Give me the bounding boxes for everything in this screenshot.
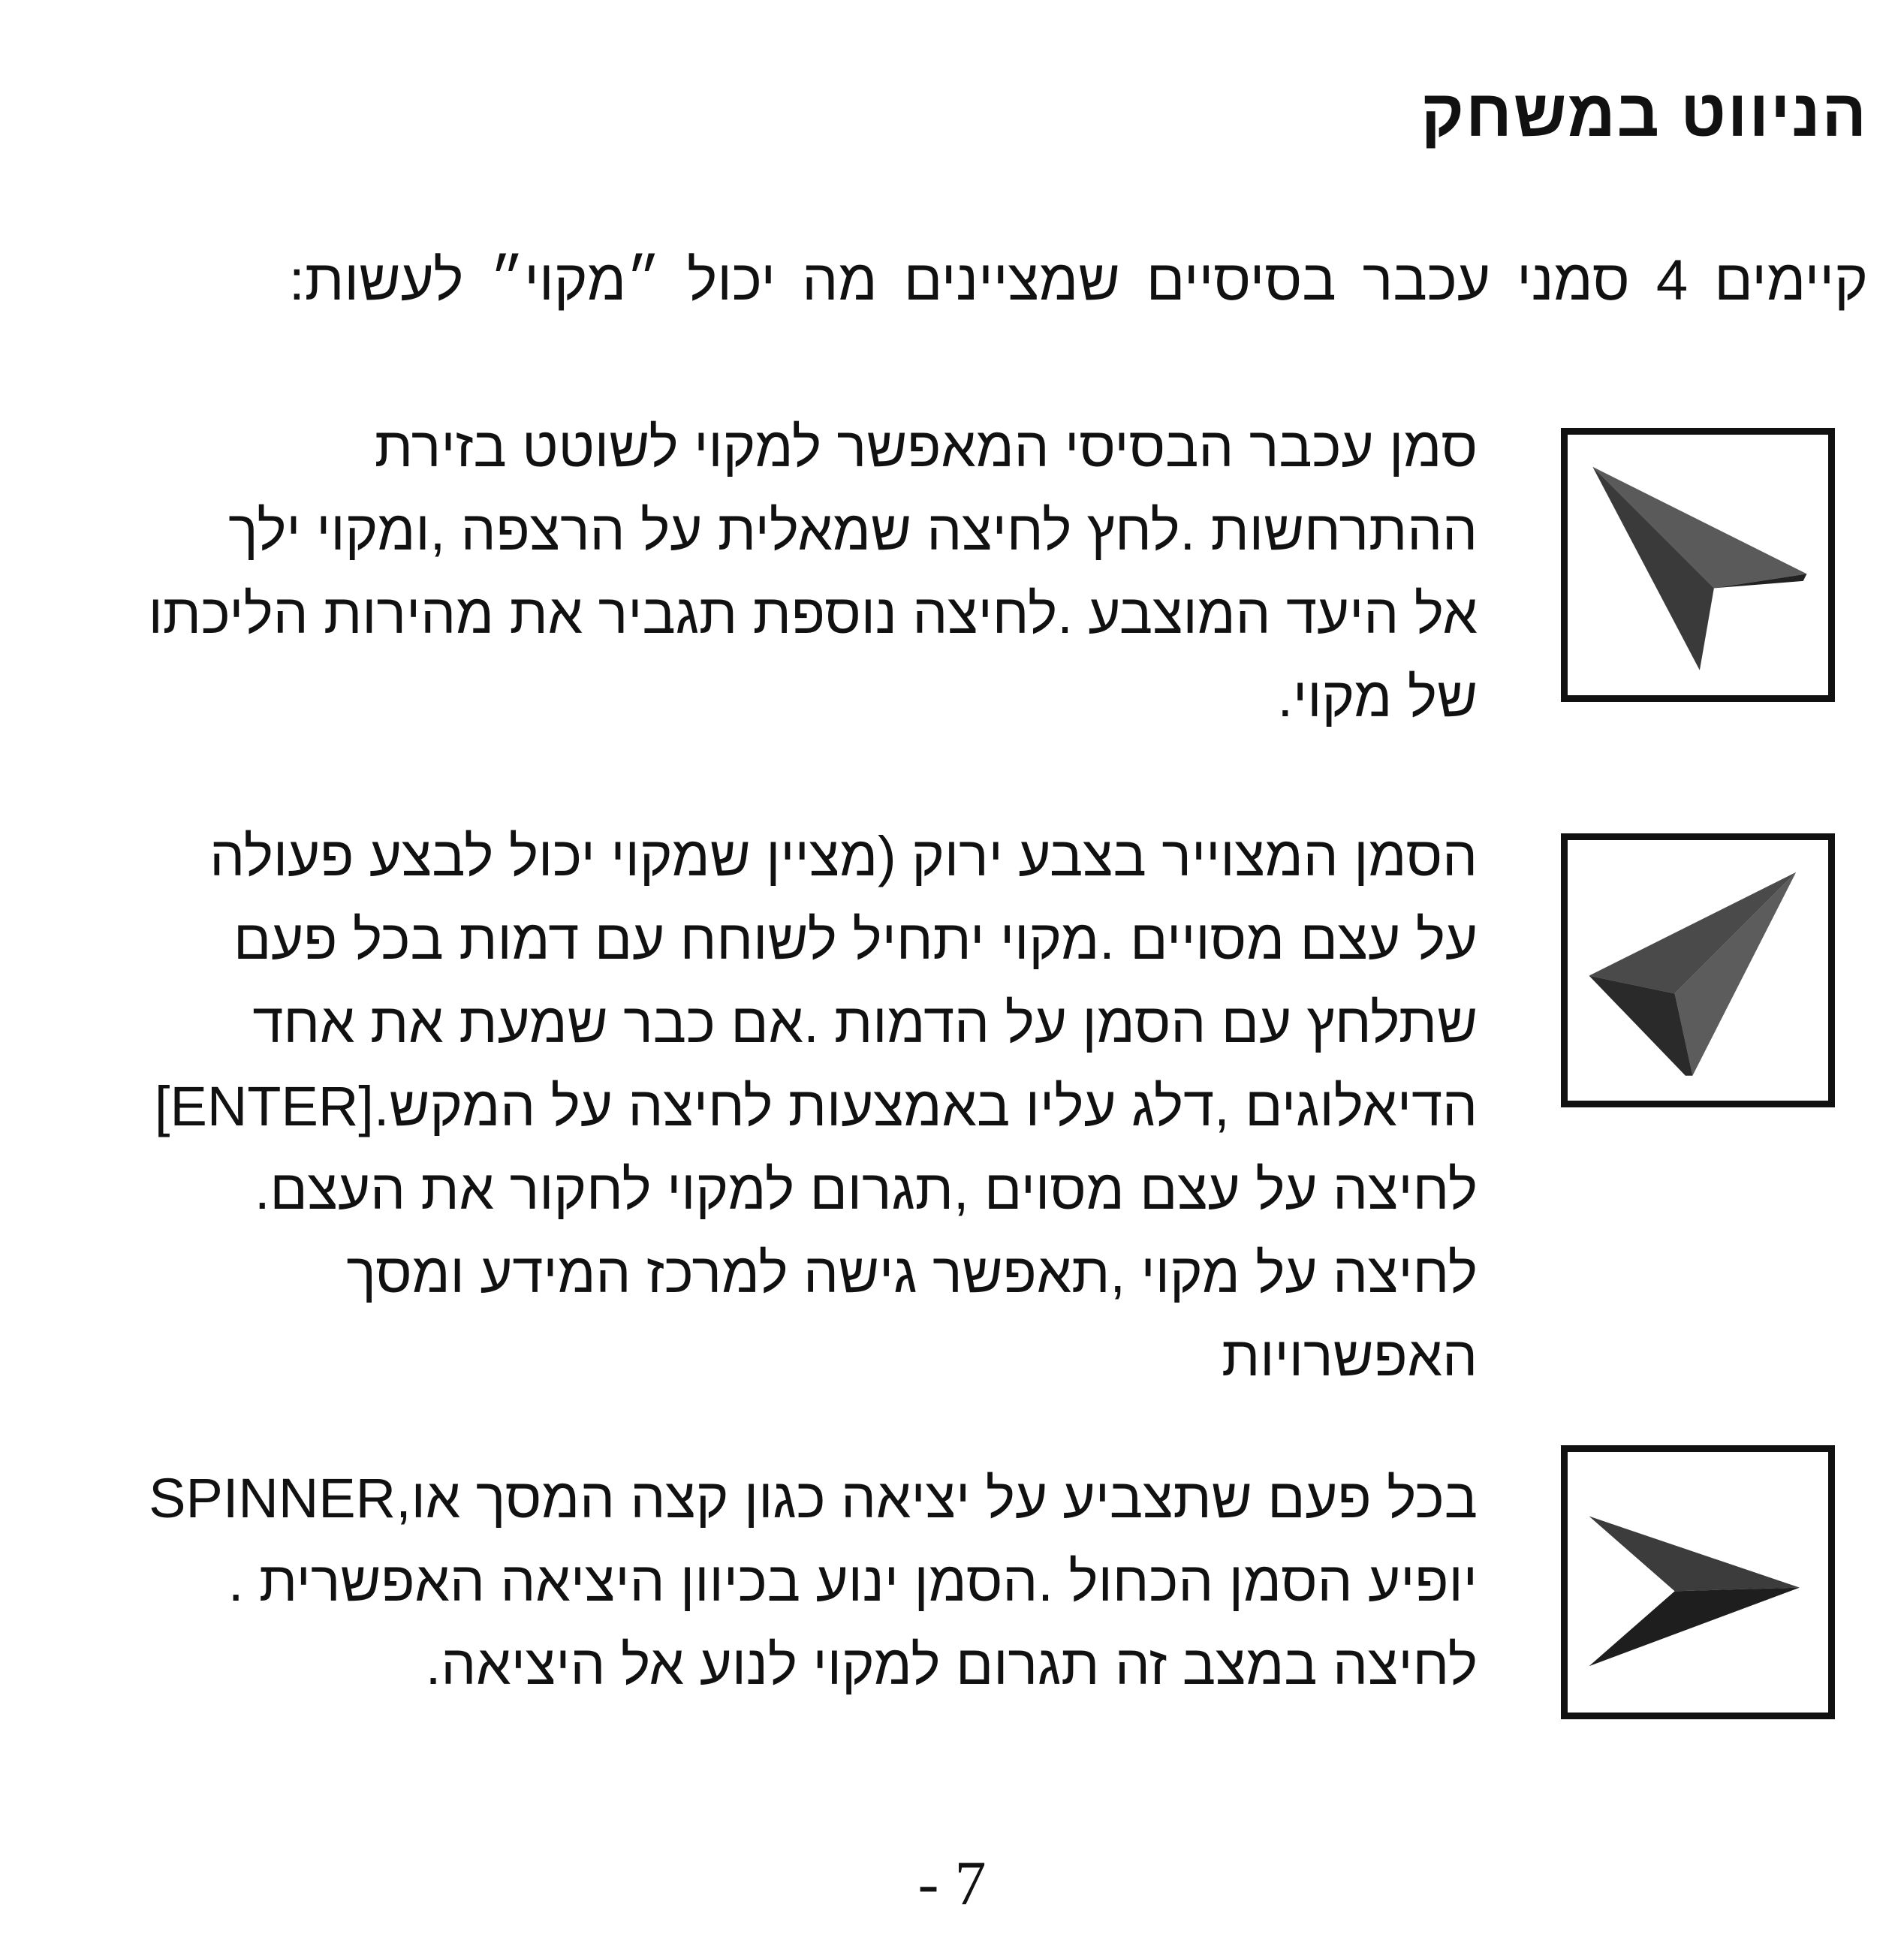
section-3-line-2: יופיע הסמן הכחול .הסמן ינוע בכיוון היציאה האפשרית . — [227, 1550, 1478, 1613]
section-2-line-7: האפשרויות — [1222, 1325, 1478, 1387]
blue-exit-arrow-icon — [1561, 1445, 1835, 1719]
section-2-line-2: על עצם מסויים .מקוי יתחיל לשוחח עם דמות בכל פעם — [233, 908, 1478, 971]
intro-text: קיימים 4 סמני עכבר בסיסיים שמציינים מה יכול ״מקוי״ לעשות: — [288, 249, 1868, 312]
section-1-line-1: סמן עכבר הבסיסי המאפשר למקוי לשוטט בזירת — [374, 416, 1478, 478]
section-3-line-1: בכל פעם שתצביע על יציאה כגון קצה המסך או,SPINNER — [149, 1467, 1478, 1529]
section-3-text — [51, 1456, 1478, 1707]
section-2-line-3: שתלחץ עם הסמן על הדמות .אם כבר שמעת את אחד — [252, 992, 1478, 1054]
section-2-line-6: לחיצה על מקוי ,תאפשר גישה למרכז המידע ומסך — [346, 1242, 1478, 1304]
section-2-line-4: הדיאלוגים ,דלג עליו באמצעות לחיצה על המקש.[ENTER] — [154, 1075, 1478, 1137]
green-arrow-pointer-icon — [1561, 833, 1835, 1107]
page-title: הניווט במשחק — [1420, 76, 1868, 150]
section-2-text — [51, 815, 1478, 1398]
page-number: - 7 — [917, 1848, 987, 1918]
arrow-pointer-icon — [1561, 428, 1835, 702]
section-1-line-2: ההתרחשות .לחץ לחיצה שמאלית על הרצפה ,ומקוי ילך — [228, 499, 1478, 562]
section-2-line-5: לחיצה על עצם מסוים ,תגרום למקוי לחקור את העצם. — [254, 1158, 1478, 1221]
section-2-line-1: הסמן המצוייר בצבע ירוק (מציין שמקוי יכול לבצע פעולה — [209, 825, 1478, 887]
section-3-line-3: לחיצה במצב זה תגרום למקוי לנוע אל היציאה. — [425, 1634, 1478, 1696]
section-1-text — [51, 405, 1478, 739]
section-1-line-3: אל היעד המוצבע .לחיצה נוספת תגביר את מהירות הליכתו — [148, 583, 1478, 645]
section-1-line-4: של מקוי. — [1277, 666, 1478, 728]
